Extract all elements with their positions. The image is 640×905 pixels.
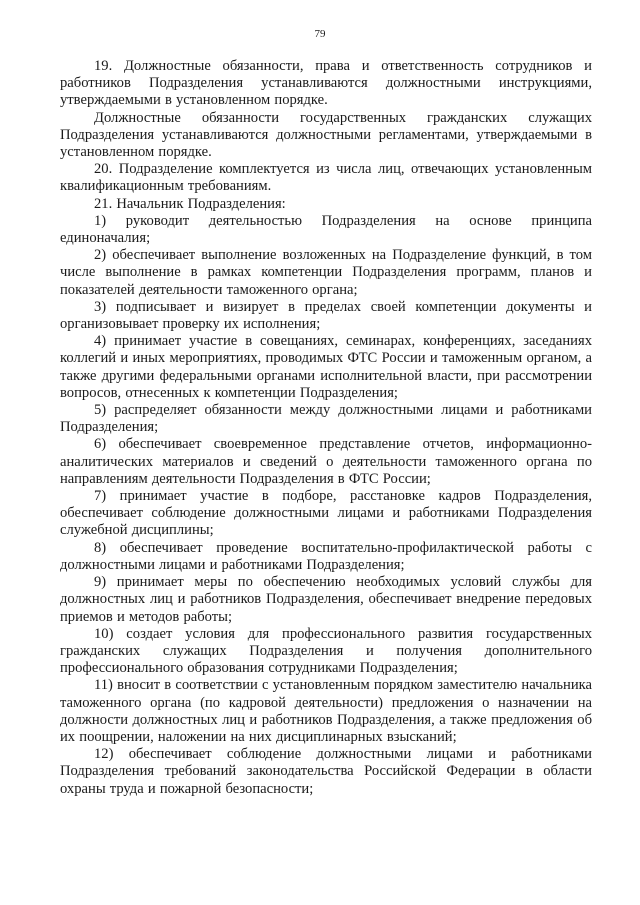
- list-item-5: 5) распределяет обязанности между должностными лицами и работниками Подразделения;: [60, 402, 592, 436]
- list-item-6: 6) обеспечивает своевременное представление отчетов, информационно-аналитических материалов и сведений о деятельности таможенного органа по направлениям деятельности Подразделения в ФТС России;: [60, 436, 592, 487]
- document-body: [60, 58, 592, 798]
- list-item-9: 9) принимает меры по обеспечению необходимых условий службы для должностных лиц и работников Подразделения, обеспечивает внедрение передовых приемов и методов работы;: [60, 574, 592, 625]
- list-item-11: 11) вносит в соответствии с установленным порядком заместителю начальника таможенного органа (по кадровой деятельности) предложения о назначении на должности должностных лиц и работников Подразделения, а также предложения об их поощрении, наложении на них дисциплинарных взысканий;: [60, 677, 592, 745]
- paragraph-19-civil-servants: Должностные обязанности государственных гражданских служащих Подразделения устанавливаются должностными регламентами, утверждаемыми в установленном порядке.: [60, 109, 592, 161]
- list-item-10: 10) создает условия для профессионального развития государственных гражданских служащих Подразделения и получения дополнительного профессионального образования сотрудниками Подразделения;: [60, 625, 592, 677]
- list-item-3: 3) подписывает и визирует в пределах своей компетенции документы и организовывает проверку их исполнения;: [60, 298, 592, 333]
- list-item-1: 1) руководит деятельностью Подразделения на основе принципа единоначалия;: [60, 212, 592, 247]
- list-item-7: 7) принимает участие в подборе, расстановке кадров Подразделения, обеспечивает соблюдение должностными лицами и работниками Подразделения служебной дисциплины;: [60, 488, 592, 539]
- paragraph-20: 20. Подразделение комплектуется из числа лиц, отвечающих установленным квалификационным требованиям.: [60, 161, 592, 195]
- page-number: 79: [314, 28, 326, 40]
- list-item-8: 8) обеспечивает проведение воспитательно-профилактической работы с должностными лицами и работниками Подразделения;: [60, 539, 592, 573]
- list-item-4: 4) принимает участие в совещаниях, семинарах, конференциях, заседаниях коллегий и иных мероприятиях, проводимых ФТС России и таможенным органом, а также другими федеральными органами исполнительной власти, при рассмотрении вопросов, отнесенных к компетенции Подразделения;: [60, 333, 592, 401]
- paragraph-19: 19. Должностные обязанности, права и ответственность сотрудников и работников Подразделения устанавливаются должностными инструкциями, утверждаемыми в установленном порядке.: [60, 58, 592, 109]
- paragraph-21-heading: 21. Начальник Подразделения:: [94, 195, 286, 212]
- list-item-12: 12) обеспечивает соблюдение должностными лицами и работниками Подразделения требований законодательства Российской Федерации в области охраны труда и пожарной безопасности;: [60, 746, 592, 797]
- list-item-2: 2) обеспечивает выполнение возложенных на Подразделение функций, в том числе выполнение в рамках компетенции Подразделения программ, планов и показателей деятельности таможенного органа;: [60, 247, 592, 298]
